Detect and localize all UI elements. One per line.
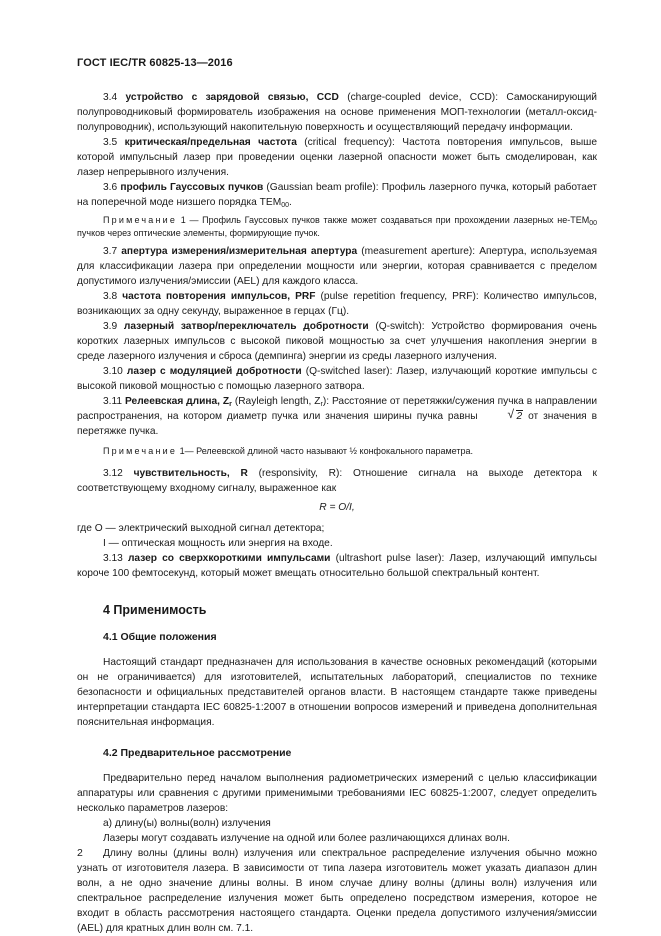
- section-4-1-title: 4.1 Общие положения: [103, 631, 217, 643]
- section-4-1-text: Настоящий стандарт предназначен для использования в качестве основных рекомендаций (которыми он не ограничивается) для изготовителей, испытательных лабораторий, специалистов по технике безопасности и официальных представителей органов власти. В настоящем стандарте также приведены интерпретации стандарта IEC 60825-1:2007 в отношении вопросов измерений и приведена дополнительная пояснительная информация.: [77, 657, 597, 728]
- section-4-2-para-3: Длину волны (длины волн) излучения или спектральное распределение излучения обычно можно узнать от изготовителя лазера. В зависимости от типа лазера изготовитель может указать диапазон длин волн, а не одно значение длины волны. В ином случае длину волны (длины волн) излучения или спектральное распределение излучения может быть определено посредством измерения, которое не входит в область рассмотрения настоящего стандарта. Оценки предела допустимого излучения/эмиссии (AEL) для кратных длин волн см. 7.1.: [77, 848, 597, 934]
- term-3-12: 3.12 чувствительность, R (responsivity, R): Отношение сигнала на выходе детектора к соответствующему входному сигналу, выраженное как: [77, 468, 597, 494]
- document-body: [77, 90, 597, 936]
- section-4-2-para-1: Предварительно перед началом выполнения радиометрических измерений с целью классификации аппаратуры или сравнения с другими применимыми требованиями IEC 60825-1:2007, следует определить несколько параметров лазеров:: [77, 773, 597, 814]
- section-4-2-para-2: Лазеры могут создавать излучение на одной или более различающихся длинах волн.: [103, 833, 510, 844]
- term-3-11: 3.11 Релеевская длина, $Z_r$ (Rayleigh length, $Z_r$): Расстояние от перетяжки/сужения пучка в направлении распространения, на котором диаметр пучка или значения ширины пучка равны √ 2 от значения в перетяжке пучка.: [77, 394, 597, 439]
- term-3-13: 3.13 лазер со сверхкороткими импульсами (ultrashort pulse laser): Лазер, излучающий импульсы короче 100 фемтосекунд, который может вмещать относительно большой спектральный контент.: [77, 553, 597, 579]
- note-1: Примечание 1 — Профиль Гауссовых пучков также может создаваться при прохождении лазерных $не-TEM_{00}$ пучков через оптические элементы, формирующие пучок.: [77, 215, 597, 238]
- term-3-5: 3.5 критическая/предельная частота (critical frequency): Частота повторения импульсов, выше которой импульсный лазер при проведении оценки лазерной опасности может быть смоделирован, как лазер непрерывного излучения.: [77, 137, 597, 178]
- formula-where-1: где O — электрический выходной сигнал детектора;: [77, 523, 325, 534]
- section-4-2-item-a: а) длину(ы) волны(волн) излучения: [103, 818, 271, 829]
- term-3-10: 3.10 лазер с модуляцией добротности (Q-switched laser): Лазер, излучающий короткие импульсы с высокой пиковой мощностью с помощью лазерного затвора.: [77, 366, 597, 392]
- term-3-8: 3.8 частота повторения импульсов, PRF (pulse repetition frequency, PRF): Количество импульсов, возникающих за одну секунду, выраженное в герцах (Гц).: [77, 291, 597, 317]
- term-3-9: 3.9 лазерный затвор/переключатель добротности (Q-switch): Устройство формирования очень коротких лазерных импульсов с высокой пиковой мощностью за счет улучшения накопления энергии в среде лазерного излучения и сброса (демпинга) энергии из среды лазерного излучения.: [77, 321, 597, 362]
- section-4-2-title: 4.2 Предварительное рассмотрение: [103, 747, 292, 759]
- formula-where-2: I — оптическая мощность или энергия на входе.: [103, 538, 333, 549]
- sqrt-symbol: √ 2: [483, 409, 524, 424]
- term-3-6: 3.6 профиль Гауссовых пучков (Gaussian beam profile): Профиль лазерного пучка, который работает на поперечной моде низшего порядка $TEM_{00}$.: [77, 182, 597, 209]
- section-4-title: 4 Применимость: [103, 603, 207, 617]
- page-number: 2: [77, 847, 83, 859]
- term-3-4: 3.4 устройство с зарядовой связью, CCD (charge-coupled device, CCD): Самосканирующий полупроводниковый формирователь изображения на основе применения МОП-технологии (металл-оксид-полупроводник), использующий накопительную поверхность и осуществляющий передачу информации.: [77, 92, 597, 133]
- term-3-7: 3.7 апертура измерения/измерительная апертура (measurement aperture): Апертура, используемая для классификации лазера при определении мощности или энергии, которая сравнивается с пределом допустимого излучения/эмиссии (AEL) для каждого класса.: [77, 246, 597, 287]
- document-header: ГОСТ IEC/TR 60825-13—2016: [77, 57, 233, 69]
- note-2: Примечание 1— Релеевской длиной часто называют ½ конфокального параметра.: [103, 446, 474, 456]
- formula: R = O/I,: [319, 502, 355, 513]
